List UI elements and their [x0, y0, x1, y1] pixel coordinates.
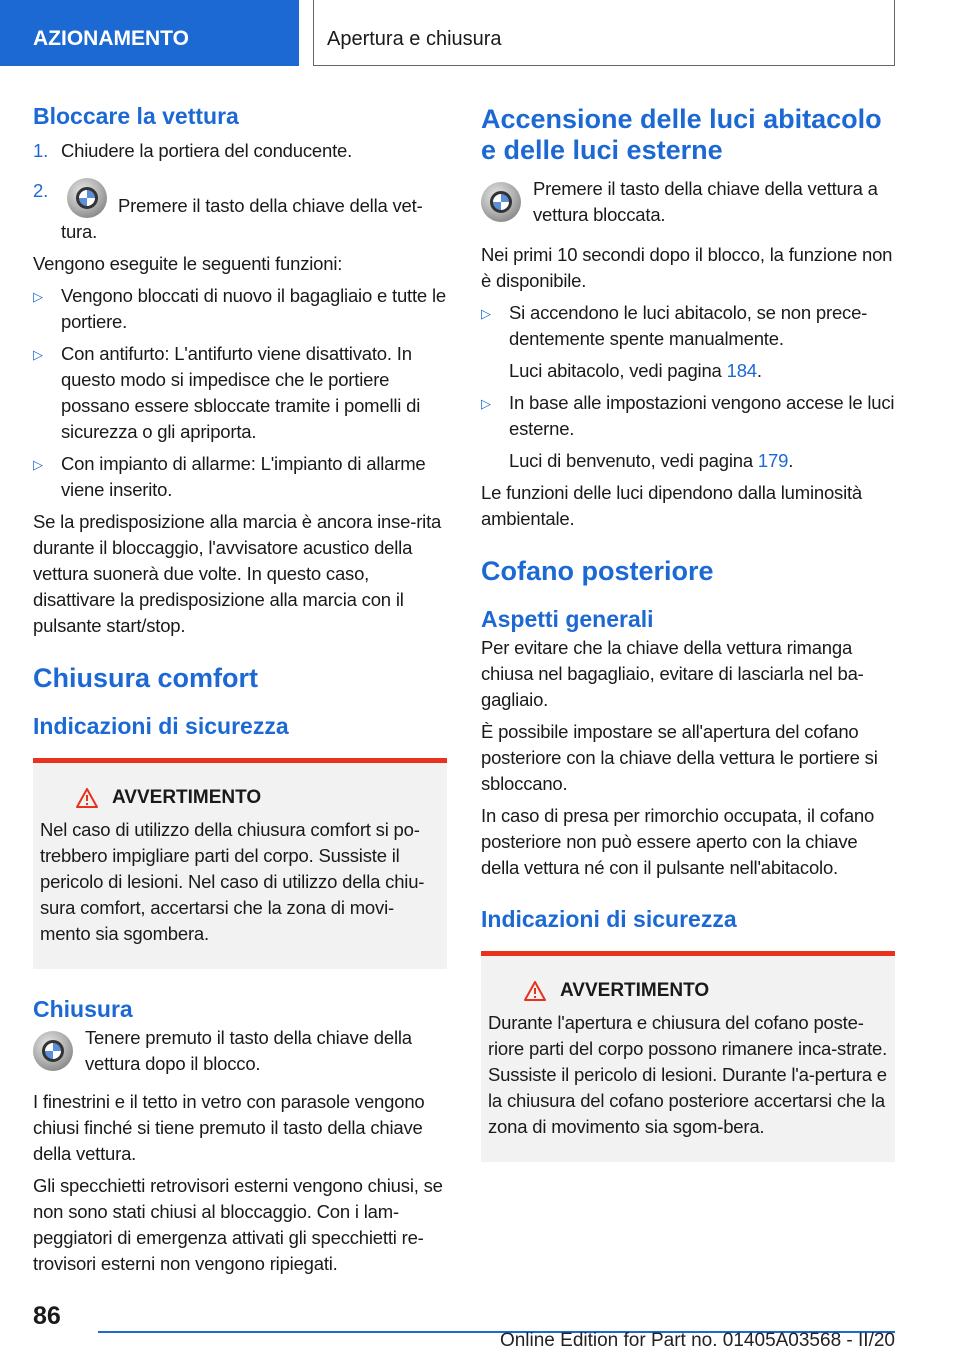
paragraph-brightness: Le funzioni delle luci dipendono dalla luminosità ambientale. — [481, 482, 863, 529]
heading-general: Aspetti generali — [481, 606, 654, 632]
heading-lights: Accensione delle luci abitacolo e delle luci esterne — [481, 104, 882, 165]
list-item: ▷ Si accendono le luci abitacolo, se non prece-dentemente spente manualmente. Luci abitacolo, vedi pagina 184. — [481, 300, 895, 384]
chapter-label: Apertura e chiusura — [327, 28, 502, 50]
list-item: ▷ Con antifurto: L'antifurto viene disattivato. In questo modo si impedisce che le portiere possano essere sbloccate tramite i pomelli di sicurezza o gli apriporta. — [33, 341, 447, 445]
vehicle-key-button-icon — [33, 1031, 73, 1071]
heading-safety: Indicazioni di sicurezza — [481, 906, 737, 932]
bullet-icon: ▷ — [481, 396, 491, 411]
heading-closing: Chiusura — [33, 996, 133, 1022]
step-1 — [33, 138, 447, 164]
step-2 — [33, 178, 447, 245]
heading-tailgate: Cofano posteriore — [481, 556, 714, 586]
warning-title: AVVERTIMENTO — [40, 787, 440, 809]
warning-box — [481, 951, 895, 1162]
paragraph-setting: È possibile impostare se all'apertura del cofano posteriore con la chiave della vettura le portiere si sbloccano. — [481, 721, 878, 794]
paragraph-windows: I finestrini e il tetto in vetro con parasole vengono chiusi finché si tiene premuto il tasto della chiave della vettura. — [33, 1091, 425, 1164]
heading-comfort-closing: Chiusura comfort — [33, 663, 259, 693]
step-text: Chiudere la portiera del conducente. — [61, 140, 353, 161]
vehicle-key-button-icon — [67, 178, 107, 218]
list-item: ▷ Con impianto di allarme: L'impianto di allarme viene inserito. — [33, 451, 447, 503]
functions-intro: Vengono eseguite le seguenti funzioni: — [33, 253, 343, 274]
chapter-tab[interactable] — [313, 0, 895, 66]
bullet-icon: ▷ — [33, 457, 43, 472]
footer-edition: Online Edition for Part no. 01405A03568 - II/20 — [499, 1330, 895, 1351]
step-number: 1. — [33, 140, 49, 161]
bullet-icon: ▷ — [33, 347, 43, 362]
section-label: AZIONAMENTO — [33, 27, 189, 50]
warning-box — [33, 758, 447, 969]
warning-title: AVVERTIMENTO — [488, 980, 888, 1002]
step-text: Premere il tasto della chiave della vet-tura. — [61, 195, 423, 242]
step-number: 2. — [33, 180, 49, 201]
warning-triangle-icon — [76, 788, 98, 808]
page-link-179[interactable]: 179 — [757, 450, 789, 471]
paragraph-trailer: In caso di presa per rimorchio occupata, il cofano posteriore non può essere aperto con la chiave della vettura né con il pulsante nell'abitacolo. — [481, 805, 875, 878]
paragraph-mirrors: Gli specchietti retrovisori esterni vengono chiusi, se non sono stati chiusi al bloccaggio. Con i lam-peggiatori di emergenza attivati gli specchietti re-trovisori esterni non vengono ripiegati. — [33, 1175, 443, 1274]
paragraph-10s: Nei primi 10 secondi dopo il blocco, la funzione non è disponibile. — [481, 244, 893, 291]
list-item: ▷ Vengono bloccati di nuovo il bagagliaio e tutte le portiere. — [33, 283, 447, 335]
paragraph-key: Per evitare che la chiave della vettura rimanga chiusa nel bagagliaio, evitare di lasciarla nel ba-gagliaio. — [481, 637, 864, 710]
left-column — [33, 98, 447, 1277]
page-number: 86 — [33, 1302, 61, 1330]
section-tab[interactable] — [0, 0, 299, 66]
heading-safety: Indicazioni di sicurezza — [33, 713, 289, 739]
paragraph-ready: Se la predisposizione alla marcia è ancora inse-rita durante il bloccaggio, l'avvisatore acustico della vettura suonerà due volte. In questo caso, disattivare la predisposizione alla marcia con il pulsante start/stop. — [33, 511, 442, 636]
bullet-icon: ▷ — [481, 306, 491, 321]
list-item: ▷ In base alle impostazioni vengono accese le luci esterne. Luci di benvenuto, vedi pagina 179. — [481, 390, 895, 474]
closing-instruction: Tenere premuto il tasto della chiave della vettura dopo il blocco. — [33, 1025, 447, 1077]
page-link-184[interactable]: 184 — [726, 360, 757, 381]
warning-text: Nel caso di utilizzo della chiusura comfort si po-trebbero impigliare parti del corpo. Sussiste il pericolo di lesioni. Nel caso di utilizzo della chiu-sura comfort, accertarsi che la zona di movi-mento sia sgombera. — [40, 819, 425, 944]
heading-lock: Bloccare la vettura — [33, 103, 239, 129]
right-column — [481, 98, 895, 1162]
warning-triangle-icon — [524, 981, 546, 1001]
warning-text: Durante l'apertura e chiusura del cofano poste-riore parti del corpo possono rimanere inca-strate. Sussiste il pericolo di lesioni. Durante l'a-pertura e la chiusura del cofano posteriore accertarsi che la zona di movimento sia sgom-bera. — [488, 1012, 888, 1137]
vehicle-key-button-icon — [481, 182, 521, 222]
lights-instruction: Premere il tasto della chiave della vettura a vettura bloccata. — [481, 176, 895, 228]
bullet-icon: ▷ — [33, 289, 43, 304]
